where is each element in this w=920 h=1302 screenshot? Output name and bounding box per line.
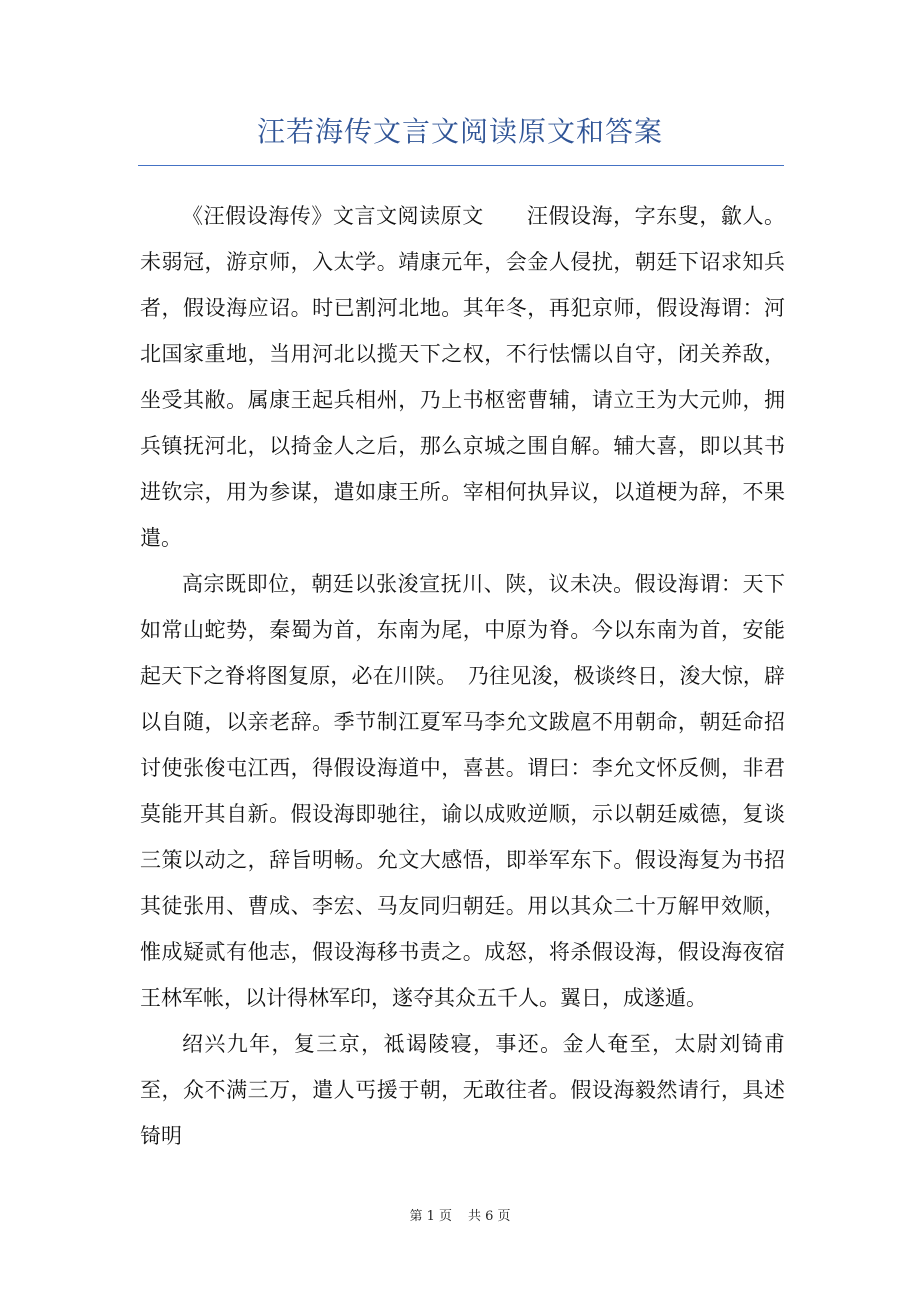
document-body xyxy=(140,193,785,1159)
paragraph-2: 高宗既即位，朝廷以张浚宣抚川、陕，议未决。假设海谓：天下如常山蛇势，秦蜀为首，东南为尾，中原为脊。今以东南为首，安能起天下之脊将图复原，必在川陕。 乃往见浚，极谈终日，浚大惊，辟以自随，以亲老辞。季节制江夏军马李允文跋扈不用朝命，朝廷命招讨使张俊屯江西，得假设海道中，喜甚。谓曰：李允文怀反侧，非君莫能开其自新。假设海即驰往，谕以成败逆顺，示以朝廷威德，复谈三策以动之，辞旨明畅。允文大感悟，即举军东下。假设海复为书招其徒张用、曹成、李宏、马友同归朝廷。用以其众二十万解甲效顺，惟成疑贰有他志，假设海移书责之。成怒，将杀假设海，假设海夜宿王林军帐，以计得林军印，遂夺其众五千人。翼日，成遂遁。 xyxy=(140,572,785,1010)
page-total: 共 6 页 xyxy=(468,1209,511,1224)
title-divider xyxy=(138,165,784,166)
paragraph-1: 《汪假设海传》文言文阅读原文 汪假设海，字东叟，歙人。未弱冠，游京师，入太学。靖康元年，会金人侵扰，朝廷下诏求知兵者，假设海应诏。时已割河北地。其年冬，再犯京师，假设海谓：河北国家重地，当用河北以揽天下之权，不行怯懦以自守，闭关养敌，坐受其敝。属康王起兵相州，乃上书枢密曹辅，请立王为大元帅，拥兵镇抚河北，以掎金人之后，那么京城之围自解。辅大喜，即以其书进钦宗，用为参谋，遣如康王所。宰相何执异议，以道梗为辞，不果遣。 xyxy=(140,204,785,550)
document-title: 汪若海传文言文阅读原文和答案 xyxy=(256,115,663,148)
paragraph-3: 绍兴九年，复三京，祗谒陵寝，事还。金人奄至，太尉刘锜甫至，众不满三万，遣人丐援于朝，无敢往者。假设海毅然请行，具述锜明 xyxy=(140,1032,785,1148)
page-number: 第 1 页 xyxy=(409,1209,452,1224)
page-footer xyxy=(0,1208,920,1226)
